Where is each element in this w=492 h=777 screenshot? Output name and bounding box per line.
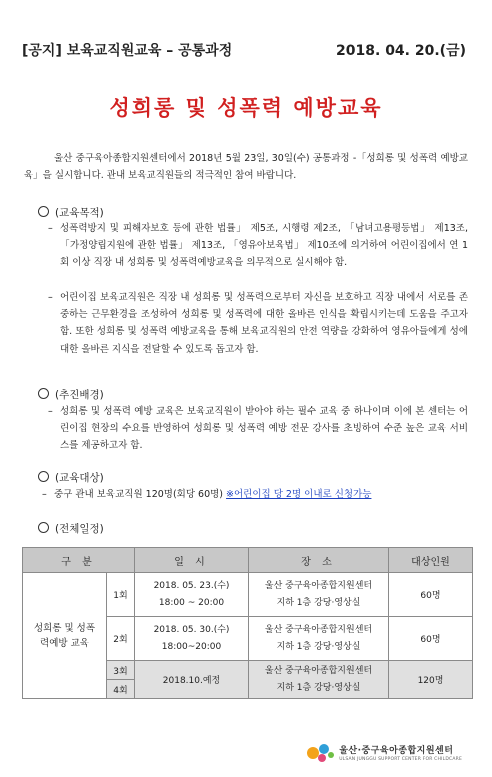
column-header: 장 소 xyxy=(249,548,389,573)
circle-bullet-icon xyxy=(38,206,49,217)
notice-date: 2018. 04. 20.(금) xyxy=(336,43,466,59)
table-header-row xyxy=(23,548,473,573)
count-cell: 60명 xyxy=(389,617,473,661)
session-cell: 3회 xyxy=(107,661,135,680)
purpose-item-1: – 성폭력방지 및 피해자보호 등에 관한 법률」 제5조, 시행령 제2조, 「남녀고용평등법」 제13조, 「가정양립지원에 관한 법률」 제13조, 「영유아보육법」 제10조에 의거하여 어린이집에서 연 1회 이상 직장 내 성희롱 및 성폭력예방교육을 의무적으로 실시해야 함. xyxy=(48,223,468,269)
circle-bullet-icon xyxy=(38,388,49,399)
place-cell: 울산 중구육아종합지원센터 지하 1층 강당·영상실 xyxy=(249,661,389,699)
column-header: 대상인원 xyxy=(389,548,473,573)
session-cell: 1회 xyxy=(107,573,135,617)
section-heading-background: (추진배경) xyxy=(38,387,104,402)
footer-logo xyxy=(305,741,462,763)
target-note: ※어린이집 당 2명 이내로 신청가능 xyxy=(226,489,372,500)
section-heading-schedule: (전체일정) xyxy=(38,521,104,536)
program-name-cell: 성희롱 및 성폭력예방 교육 xyxy=(23,573,107,699)
notice-label: [공지] 보육교직원교육 – 공통과정 xyxy=(22,43,233,59)
session-cell: 4회 xyxy=(107,680,135,699)
section-heading-purpose: (교육목적) xyxy=(38,205,104,220)
datetime-cell: 2018. 05. 30.(수) 18:00~20:00 xyxy=(135,617,249,661)
count-cell: 120명 xyxy=(389,661,473,699)
session-cell: 2회 xyxy=(107,617,135,661)
center-logo-icon xyxy=(305,741,335,763)
schedule-table xyxy=(22,547,473,699)
target-item: – 중구 관내 보육교직원 120명(회당 60명) ※어린이집 당 2명 이내로 신청가능 xyxy=(42,489,372,500)
footer-org-name: 울산·중구육아종합지원센터 xyxy=(339,745,454,756)
datetime-cell: 2018.10.예정 xyxy=(135,661,249,699)
column-header: 구 분 xyxy=(23,548,135,573)
count-cell: 60명 xyxy=(389,573,473,617)
place-cell: 울산 중구육아종합지원센터 지하 1층 강당·영상실 xyxy=(249,573,389,617)
column-header: 일 시 xyxy=(135,548,249,573)
purpose-item-2: – 어린이집 보육교직원은 직장 내 성희롱 및 성폭력으로부터 자신을 보호하고 직장 내에서 서로를 존중하는 근무환경을 조성하여 성희롱 및 성폭력에 대한 올바른 인식을 확립시키는데 도움을 주고자 함. 또한 성희롱 및 성폭력 예방교육을 통해 보육교직원의 안전 역량을 강화하여 영유아들에게 성에 대한 올바른 지식을 전달할 수 있도록 돕고자 함. xyxy=(48,292,468,355)
datetime-cell: 2018. 05. 23.(수) 18:00 ~ 20:00 xyxy=(135,573,249,617)
circle-bullet-icon xyxy=(38,471,49,482)
section-heading-target: (교육대상) xyxy=(38,470,104,485)
intro-paragraph: 울산 중구육아종합지원센터에서 2018년 5월 23일, 30일(수) 공통과정 -「성희롱 및 성폭력 예방교육」을 실시합니다. 관내 보육교직원들의 적극적인 참여 바랍니다. xyxy=(24,153,468,181)
document-title: 성희롱 및 성폭력 예방교육 xyxy=(109,96,383,120)
circle-bullet-icon xyxy=(38,522,49,533)
table-row xyxy=(23,573,473,617)
background-item-1: – 성희롱 및 성폭력 예방 교육은 보육교직원이 받아야 하는 필수 교육 중 하나이며 이에 본 센터는 어린이집 현장의 수요를 반영하여 성희롱 및 성폭력 예방 전문 강사를 초빙하여 수준 높은 교육 서비스를 제공하고자 함. xyxy=(48,406,468,452)
place-cell: 울산 중구육아종합지원센터 지하 1층 강당·영상실 xyxy=(249,617,389,661)
footer-org-english: ULSAN JUNGGU SUPPORT CENTER FOR CHILDCARE xyxy=(339,756,462,762)
